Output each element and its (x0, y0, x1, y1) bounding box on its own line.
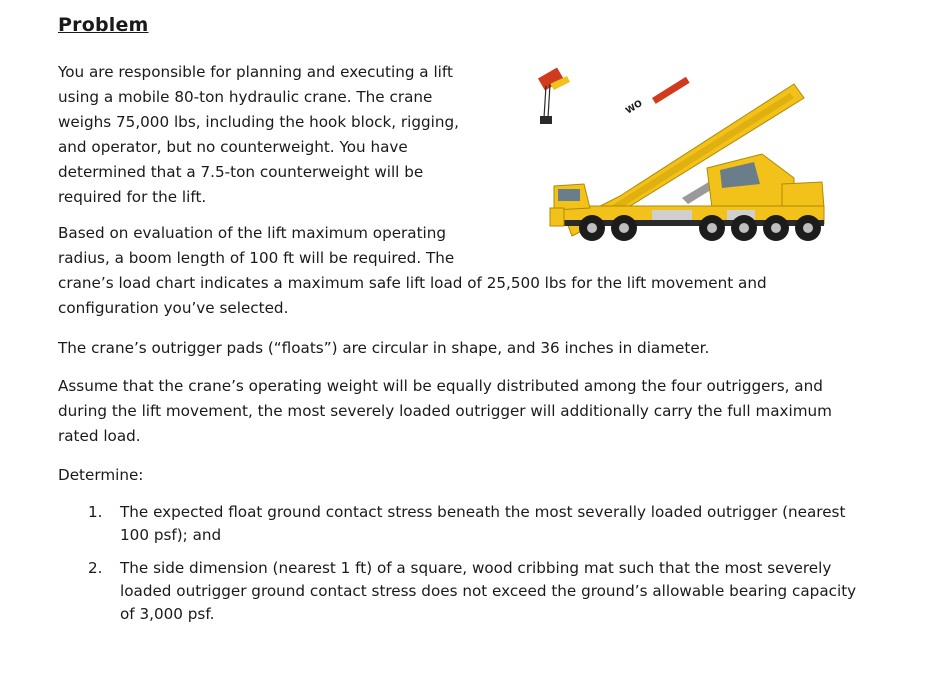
text-line: and operator, but no counterweight. You have (58, 138, 408, 156)
mobile-crane-image (532, 58, 832, 248)
question-list (58, 501, 878, 636)
text-line: weighs 75,000 lbs, including the hook block, rigging, (58, 113, 459, 131)
paragraph-outrigger-pads: The crane’s outrigger pads (“floats”) are circular in shape, and 36 inches in diameter. (58, 339, 710, 357)
list-item (58, 501, 878, 547)
text-line: Assume that the crane’s operating weight will be equally distributed among the four outriggers, and (58, 377, 823, 395)
paragraph-boom (58, 221, 818, 321)
text-line: Based on evaluation of the lift maximum operating (58, 224, 447, 242)
text-line: during the lift movement, the most severely loaded outrigger will additionally carry the full maximum (58, 402, 832, 420)
text-line: The expected float ground contact stress beneath the most severally loaded outrigger (nearest (120, 503, 846, 521)
text-line: You are responsible for planning and executing a lift (58, 63, 453, 81)
text-line: determined that a 7.5-ton counterweight will be (58, 163, 424, 181)
text-line: radius, a boom length of 100 ft will be required. The (58, 249, 455, 267)
text-line: 100 psf); and (120, 526, 222, 544)
list-item-number: 2. (88, 559, 103, 577)
paragraph-determine: Determine: (58, 466, 144, 484)
text-line: rated load. (58, 427, 141, 445)
text-line: required for the lift. (58, 188, 207, 206)
paragraph-assumption (58, 374, 858, 449)
list-item (58, 557, 878, 626)
text-line: configuration you’ve selected. (58, 299, 289, 317)
boom-lettering: WO (624, 98, 645, 117)
text-line: The side dimension (nearest 1 ft) of a square, wood cribbing mat such that the most severely (120, 559, 832, 577)
text-line: loaded outrigger ground contact stress does not exceed the ground’s allowable bearing capacity (120, 582, 857, 600)
text-line: crane’s load chart indicates a maximum safe lift load of 25,500 lbs for the lift movement and (58, 274, 767, 292)
page-title: Problem (58, 14, 149, 36)
text-line: using a mobile 80-ton hydraulic crane. The crane (58, 88, 433, 106)
paragraph-intro (58, 60, 478, 210)
text-line: of 3,000 psf. (120, 605, 215, 623)
list-item-number: 1. (88, 503, 103, 521)
